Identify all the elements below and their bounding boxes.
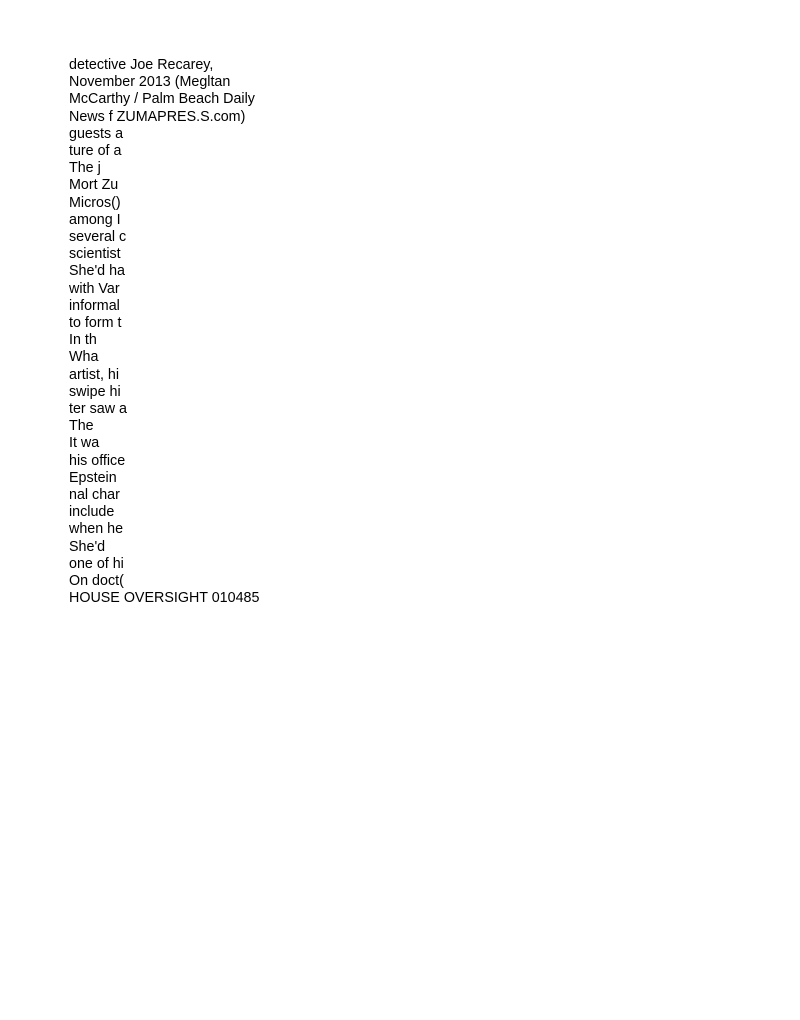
caption-line: News f ZUMAPRES.S.com) [69,108,246,125]
text-fragment: several c [69,229,127,246]
caption-line: November 2013 (Megltan [69,74,231,91]
text-fragment: include [69,504,115,521]
text-column [69,57,369,608]
caption-line: McCarthy / Palm Beach Daily [69,91,255,108]
text-fragment: She'd [69,538,106,555]
truncated-text-fragments [69,126,369,590]
text-fragment: informal [69,297,120,314]
text-fragment: On doct( [69,573,124,590]
text-fragment: among I [69,211,121,228]
caption-line: detective Joe Recarey, [69,57,214,73]
text-fragment: one of hi [69,555,124,572]
text-fragment: to form t [69,315,122,332]
text-fragment: scientist [69,246,121,263]
text-fragment: guests a [69,125,124,142]
text-fragment: artist, hi [69,366,120,383]
text-fragment: She'd ha [69,263,125,280]
text-fragment: The [69,418,94,435]
text-fragment: when he [69,521,124,538]
text-fragment: swipe hi [69,383,121,400]
text-fragment: Mort Zu [69,177,119,194]
text-fragment: Epstein [69,469,117,486]
text-fragment: It wa [69,435,100,452]
text-fragment: his office [69,452,126,469]
text-fragment: Wha [69,349,99,366]
text-fragment: ter saw a [69,401,128,418]
bates-number-footer: HOUSE OVERSIGHT 010485 [69,590,260,607]
photo-caption [69,57,369,126]
text-fragment: nal char [69,487,120,504]
text-fragment: In th [69,332,97,349]
text-fragment: The j [69,160,101,177]
text-fragment: with Var [69,280,120,297]
text-fragment: ture of a [69,143,122,160]
text-fragment: Micros() [69,194,121,211]
